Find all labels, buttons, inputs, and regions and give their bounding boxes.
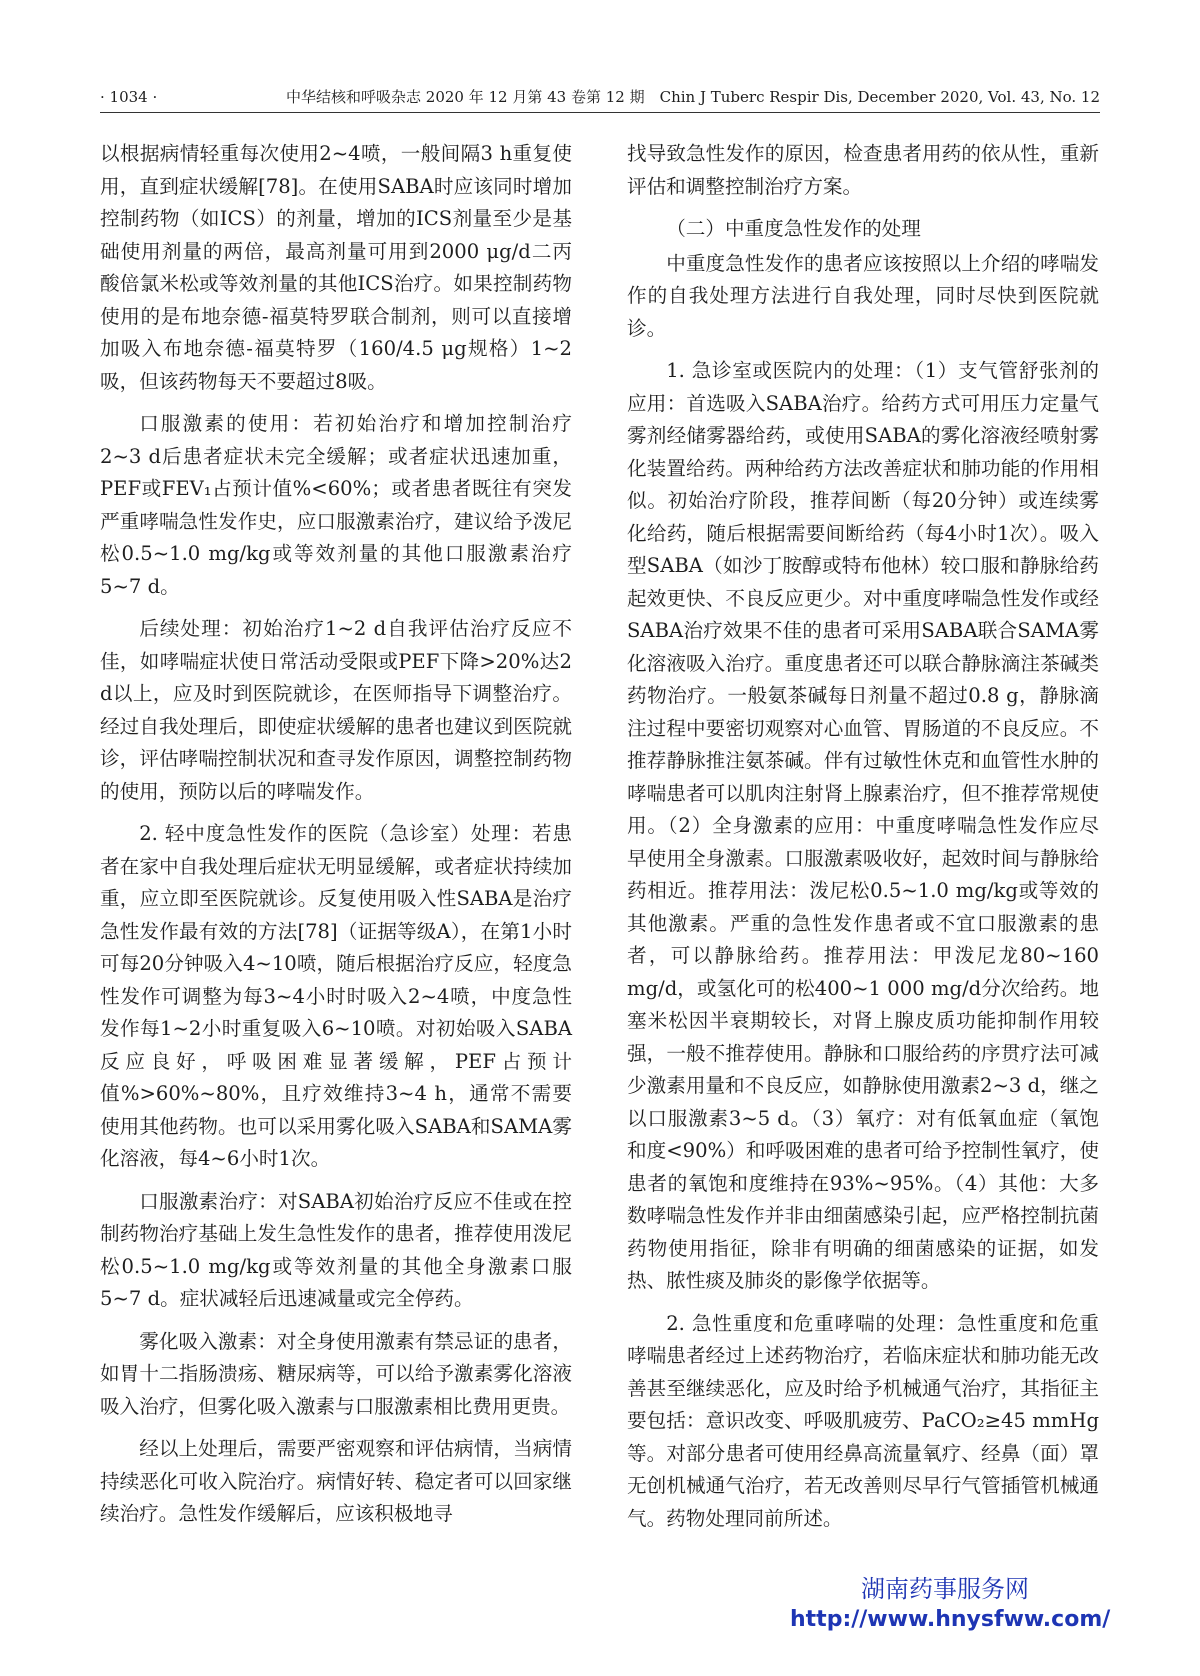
page-number: · 1034 · [100,88,158,106]
watermark-name: 湖南药事服务网 [861,1575,1029,1603]
paragraph-follow-up: 后续处理：初始治疗1~2 d自我评估治疗反应不佳，如哮喘症状使日常活动受限或PEF下降>20%达2 d以上，应及时到医院就诊，在医师指导下调整治疗。经过自我处理后，即使症状缓解的患者也建议到医院就诊，评估哮喘控制状况和查寻发作原因，调整控制药物的使用，预防以后的哮喘发作。 [100,617,572,803]
journal-citation: 中华结核和呼吸杂志 2020 年 12 月第 43 卷第 12 期 Chin J Tuberc Respir Dis, December 2020, Vol. 43, No. 12 [286,88,1100,106]
site-watermark [790,1573,1111,1635]
paragraph-continuation: 找导致急性发作的原因，检查患者用药的依从性，重新评估和调整控制治疗方案。 [627,142,1099,198]
paragraph-observation: 经以上处理后，需要严密观察和评估病情，当病情持续恶化可收入院治疗。病情好转、稳定者可以回家继续治疗。急性发作缓解后，应该积极地寻 [100,1437,572,1525]
section-heading: （二）中重度急性发作的处理 [666,217,921,240]
paragraph-moderate-severe-intro: 中重度急性发作的患者应该按照以上介绍的哮喘发作的自我处理方法进行自我处理，同时尽快到医院就诊。 [627,251,1099,340]
paragraph-critical-asthma: 2. 急性重度和危重哮喘的处理：急性重度和危重哮喘患者经过上述药物治疗，若临床症状和肺功能无改善甚至继续恶化，应及时给予机械通气治疗，其指征主要包括：意识改变、呼吸肌疲劳、PaCO₂≥45 mmHg等。对部分患者可使用经鼻高流量氧疗、经鼻（面）罩无创机械通气治疗，若无改善则尽早行气管插管机械通气。药物处理同前所述。 [627,1311,1099,1530]
watermark-url[interactable]: http://www.hnysfww.com/ [790,1607,1111,1632]
paragraph-nebulized-steroid: 雾化吸入激素：对全身使用激素有禁忌证的患者，如胃十二指肠溃疡、糖尿病等，可以给予激素雾化溶液吸入治疗，但雾化吸入激素与口服激素相比费用更贵。 [100,1329,572,1418]
paragraph-saba-dosing: 以根据病情轻重每次使用2~4喷，一般间隔3 h重复使用，直到症状缓解[78]。在使用SABA时应该同时增加控制药物（如ICS）的剂量，增加的ICS剂量至少是基础使用剂量的两倍，最高剂量可用到2000 μg/d二丙酸倍氯米松或等效剂量的其他ICS治疗。如果控制药物使用的是布地奈德-福莫特罗联合制剂，则可以直接增加吸入布地奈德-福莫特罗（160/4.5 μg规格）1~2吸，但该药物每天不要超过8吸。 [100,142,572,393]
paragraph-oral-steroid-therapy: 口服激素治疗：对SABA初始治疗反应不佳或在控制药物治疗基础上发生急性发作的患者，推荐使用泼尼松0.5~1.0 mg/kg或等效剂量的其他全身激素口服5~7 d。症状减轻后迅速减量或完全停药。 [100,1189,572,1310]
running-header [100,82,1100,113]
paragraph-oral-steroid-use: 口服激素的使用：若初始治疗和增加控制治疗2~3 d后患者症状未完全缓解；或者症状迅速加重，PEF或FEV₁占预计值%<60%；或者患者既往有突发严重哮喘急性发作史，应口服激素治疗，建议给予泼尼松0.5~1.0 mg/kg或等效剂量的其他口服激素治疗5~7 d。 [100,412,572,598]
left-column [100,138,572,1541]
paragraph-mild-moderate-hospital: 2. 轻中度急性发作的医院（急诊室）处理：若患者在家中自我处理后症状无明显缓解，或者症状持续加重，应立即至医院就诊。反复使用吸入性SABA是治疗急性发作最有效的方法[78]（证据等级A），在第1小时可每20分钟吸入4~10喷，随后根据治疗反应，轻度急性发作可调整为每3~4小时时吸入2~4喷，中度急性发作每1~2小时重复吸入6~10喷。对初始吸入SABA反应良好，呼吸困难显著缓解，PEF占预计值%>60%~80%，且疗效维持3~4 h，通常不需要使用其他药物。也可以采用雾化吸入SABA和SAMA雾化溶液，每4~6小时1次。 [100,822,572,1170]
right-column [627,138,1099,1545]
paragraph-emergency-treatment: 1. 急诊室或医院内的处理：（1）支气管舒张剂的应用：首选吸入SABA治疗。给药方式可用压力定量气雾剂经储雾器给药，或使用SABA的雾化溶液经喷射雾化装置给药。两种给药方法改善症状和肺功能的作用相似。初始治疗阶段，推荐间断（每20分钟）或连续雾化给药，随后根据需要间断给药（每4小时1次）。吸入型SABA（如沙丁胺醇或特布他林）较口服和静脉给药起效更快、不良反应更少。对中重度哮喘急性发作或经SABA治疗效果不佳的患者可采用SABA联合SAMA雾化溶液吸入治疗。重度患者还可以联合静脉滴注茶碱类药物治疗。一般氨茶碱每日剂量不超过0.8 g，静脉滴注过程中要密切观察对心血管、胃肠道的不良反应。不推荐静脉推注氨茶碱。伴有过敏性休克和血管性水肿的哮喘患者可以肌肉注射肾上腺素治疗，但不推荐常规使用。（2）全身激素的应用：中重度哮喘急性发作应尽早使用全身激素。口服激素吸收好，起效时间与静脉给药相近。推荐用法：泼尼松0.5~1.0 mg/kg或等效的其他激素。严重的急性发作患者或不宜口服激素的患者，可以静脉给药。推荐用法：甲泼尼龙80~160 mg/d，或氢化可的松400~1 000 mg/d分次给药。地塞米松因半衰期较长，对肾上腺皮质功能抑制作用较强，一般不推荐使用。静脉和口服给药的序贯疗法可减少激素用量和不良反应，如静脉使用激素2~3 d，继之以口服激素3~5 d。（3）氧疗：对有低氧血症（氧饱和度<90%）和呼吸困难的患者可给予控制性氧疗，使患者的氧饱和度维持在93%~95%。（4）其他：大多数哮喘急性发作并非由细菌感染引起，应严格控制抗菌药物使用指征，除非有明确的细菌感染的证据，如发热、脓性痰及肺炎的影像学依据等。 [627,359,1099,1292]
